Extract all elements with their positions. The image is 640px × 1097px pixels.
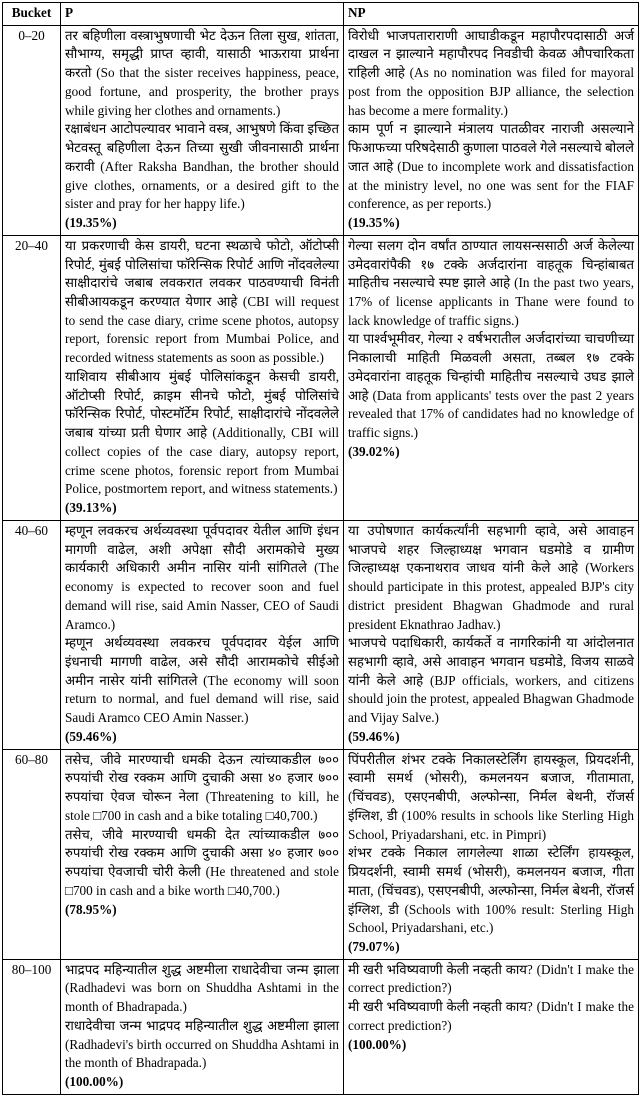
marathi-english-paragraph: गेल्या सलग दोन वर्षांत ठाण्यात लायसन्ससाठी अर्ज केलेल्या उमेदवारांपैकी १७ टक्के अर्जदारांना वाहतूक चिन्हांबाबत माहितीच नसल्याचे स्पष्ट झाले आहे (In the past two years, 17% of license applicants in Thane were found to lack knowledge of traffic signs.) xyxy=(348,237,634,328)
np-cell xyxy=(344,520,639,749)
percentage-value: (39.13%) xyxy=(65,500,117,516)
bucket-range-label: 40–60 xyxy=(3,520,61,749)
bucket-range-label: 0–20 xyxy=(3,25,61,235)
np-cell xyxy=(344,749,639,959)
percentage-value: (78.95%) xyxy=(65,901,117,917)
np-cell xyxy=(344,959,639,1094)
marathi-english-paragraph: तसेच, जीवे मारण्याची धमकी देत त्यांच्याकडील ७०० रुपयांची रोख रक्कम आणि दुचाकी असा ४० हजार ७०० रुपयांचा ऐवजाची चोरी केली (He threatened and stole □700 in cash and a bike worth □40,700.) xyxy=(65,826,339,898)
column-header-np: NP xyxy=(344,3,639,26)
marathi-english-paragraph: राधादेवीचा जन्म भाद्रपद महिन्यातील शुद्ध अष्टमीला झाला (Radhadevi's birth occurred on Shuddha Ashtami in the month of Bhadrapada.) xyxy=(65,1017,339,1071)
table-row xyxy=(3,959,639,1094)
p-cell xyxy=(61,749,344,959)
marathi-english-paragraph: म्हणून लवकरच अर्थव्यवस्था पूर्वपदावर येतील आणि इंधन मागणी वाढेल, अशी अपेक्षा सौदी अरामकोचे मुख्य कार्यकारी अधिकारी अमीन नासिर यांनी सांगितले (The economy is expected to recover soon and fuel demand will rise, said Amin Nasser, CEO of Saudi Aramco.) xyxy=(65,522,339,632)
column-header-bucket: Bucket xyxy=(3,3,61,26)
marathi-english-paragraph: याशिवाय सीबीआय मुंबई पोलिसांकडून केसची डायरी, ऑटोप्सी रिपोर्ट, क्राइम सीनचे फोटो, मुंबई पोलिसांचे फॉरेन्सिक रिपोर्ट, पोस्टमॉर्टेम रिपोर्ट, साक्षीदारांचे नोंदवलेले जबाब यांच्या प्रती घेणार आहे (Additionally, CBI will collect copies of the case diary, autopsy report, crime scene photos, forensic report from Mumbai Police, postmortem report, and witness statements.) xyxy=(65,368,339,497)
marathi-english-paragraph: विरोधी भाजपताराराणी आघाडीकडून महापौरपदासाठी अर्ज दाखल न झाल्याने महापौरपद निवडीची केवळ औपचारिकता राहिली आहे (As no nomination was filed for mayoral post from the opposition BJP alliance, the selection has become a mere formality.) xyxy=(348,27,634,118)
np-cell xyxy=(344,25,639,235)
p-cell xyxy=(61,520,344,749)
marathi-english-paragraph: मी खरी भविष्यवाणी केली नव्हती काय? (Didn't I make the correct prediction?) xyxy=(348,961,634,996)
marathi-english-paragraph: भाजपचे पदाधिकारी, कार्यकर्ते व नागरिकांनी या आंदोलनात सहभागी व्हावे, असे आवाहन भगवान घडमोडे, विजय साळवे यांनी केले आहे (BJP officials, workers, and citizens should join the protest, appealed Bhagwan Ghadmode and Vijay Salve.) xyxy=(348,635,634,726)
bucket-range-label: 60–80 xyxy=(3,749,61,959)
marathi-english-paragraph: शंभर टक्के निकाल लागलेल्या शाळा स्टेर्लिंग हायस्कूल, प्रियदर्शनी, स्वामी समर्थ (भोसरी), कमलनयन बजाज, गीता माता, (चिंचवड), एसएनबीपी, अल्फोन्सा, निर्मल बेथनी, रॉजर्स इंग्लिश, डी (Schools with 100% result: Sterling High School, Priyadarshani, etc.) xyxy=(348,845,634,936)
table-row xyxy=(3,520,639,749)
table-row xyxy=(3,749,639,959)
marathi-english-paragraph: या प्रकरणाची केस डायरी, घटना स्थळाचे फोटो, ऑटोप्सी रिपोर्ट, मुंबई पोलिसांचा फॉरेन्सिक रिपोर्ट आणि नोंदवलेल्या साक्षीदारांचे जबाब लवकरात लवकर पाठवण्याची विनंती सीबीआयकडून करण्यात येणार आहे (CBI will request to send the case diary, crime scene photos, autopsy report, forensic report from Mumbai Police, and recorded witness statements as soon as possible.) xyxy=(65,237,339,366)
percentage-value: (19.35%) xyxy=(348,215,400,231)
column-header-p: P xyxy=(61,3,344,26)
marathi-english-paragraph: या पार्श्वभूमीवर, गेल्या २ वर्षभरातील अर्जदारांच्या चाचणीच्या निकालाची माहिती मिळवली असता, तब्बल १७ टक्के उमेदवारांना वाहतूक चिन्हांची माहितीच नसल्याचे उघड झाले आहे (Data from applicants' tests over the past 2 years revealed that 17% of candidates had no knowledge of traffic signs.) xyxy=(348,331,634,441)
marathi-english-paragraph: तसेच, जीवे मारण्याची धमकी देऊन त्यांच्याकडील ७०० रुपयांची रोख रक्कम आणि दुचाकी असा ४० हजार ७०० रुपयांचा ऐवज चोरून नेला (Threatening to kill, he stole □700 in cash and a bike totaling □40,700.) xyxy=(65,751,339,823)
marathi-english-paragraph: तर बहिणीला वस्त्राभुषणाची भेट देऊन तिला सुख, शांतता, सौभाग्य, समृद्धी प्राप्त व्हावी, यासाठी भाऊराया प्रार्थना करतो (So that the sister receives happiness, peace, good fortune, and prosperity, the brother prays while giving her clothes and ornaments.) xyxy=(65,27,339,118)
marathi-english-paragraph: रक्षाबंधन आटोपल्यावर भावाने वस्त्र, आभुषणे किंवा इच्छित भेटवस्तू बहिणीला देऊन तिच्या सुखी जीवनासाठी प्रार्थना करावी (After Raksha Bandhan, the brother should give clothes, ornaments, or a desired gift to the sister and pray for her happy life.) xyxy=(65,121,339,212)
p-cell xyxy=(61,25,344,235)
p-cell xyxy=(61,959,344,1094)
percentage-value: (39.02%) xyxy=(348,443,400,459)
marathi-english-paragraph: पिंपरीतील शंभर टक्के निकालस्टेर्लिंग हायस्कूल, प्रियदर्शनी, स्वामी समर्थ (भोसरी), कमलनयन बजाज, गीतामाता, (चिंचवड), एसएनबीपी, अल्फोन्सा, निर्मल बेथनी, रॉजर्स इंग्लिश, डी (100% results in schools like Sterling High School, Priyadarshani, etc. in Pimpri) xyxy=(348,751,634,842)
bucket-range-label: 20–40 xyxy=(3,235,61,520)
header-row xyxy=(3,3,639,26)
marathi-english-paragraph: काम पूर्ण न झाल्याने मंत्रालय पातळीवर नाराजी असल्याने फिआफच्या परिषदेसाठी कुणाला पाठवले गेले नसल्याचे बोलले जात आहे (Due to incomplete work and dissatisfaction at the ministry level, no one was sent for the FIAF conference, as per reports.) xyxy=(348,121,634,212)
marathi-english-paragraph: म्हणून अर्थव्यवस्था लवकरच पूर्वपदावर येईल आणि इंधनाची मागणी वाढेल, असे सौदी आरामकोचे सीईओ अमीन नासेर यांनी सांगितले (The economy will soon return to normal, and fuel demand will rise, said Saudi Aramco CEO Amin Nasser.) xyxy=(65,635,339,726)
percentage-value: (19.35%) xyxy=(65,215,117,231)
bucket-range-label: 80–100 xyxy=(3,959,61,1094)
table-row xyxy=(3,25,639,235)
bucket-comparison-table xyxy=(2,2,639,1095)
table-row xyxy=(3,235,639,520)
p-cell xyxy=(61,235,344,520)
percentage-value: (100.00%) xyxy=(65,1074,124,1090)
np-cell xyxy=(344,235,639,520)
marathi-english-paragraph: या उपोषणात कार्यकर्त्यांनी सहभागी व्हावे, असे आवाहन भाजपचे शहर जिल्हाध्यक्ष भगवान घडमोडे व ग्रामीण जिल्हाध्यक्ष एकनाथराव जाधव यांनी केले आहे (Workers should participate in this protest, appealed BJP's city district president Bhagwan Ghadmode and rural president Eknathrao Jadhav.) xyxy=(348,522,634,632)
percentage-value: (79.07%) xyxy=(348,938,400,954)
percentage-value: (59.46%) xyxy=(65,728,117,744)
marathi-english-paragraph: मी खरी भविष्यवाणी केली नव्हती काय? (Didn't I make the correct prediction?) xyxy=(348,999,634,1033)
percentage-value: (59.46%) xyxy=(348,728,400,744)
percentage-value: (100.00%) xyxy=(348,1036,407,1052)
marathi-english-paragraph: भाद्रपद महिन्यातील शुद्ध अष्टमीला राधादेवीचा जन्म झाला (Radhadevi was born on Shuddha Ashtami in the month of Bhadrapada.) xyxy=(65,961,339,1015)
